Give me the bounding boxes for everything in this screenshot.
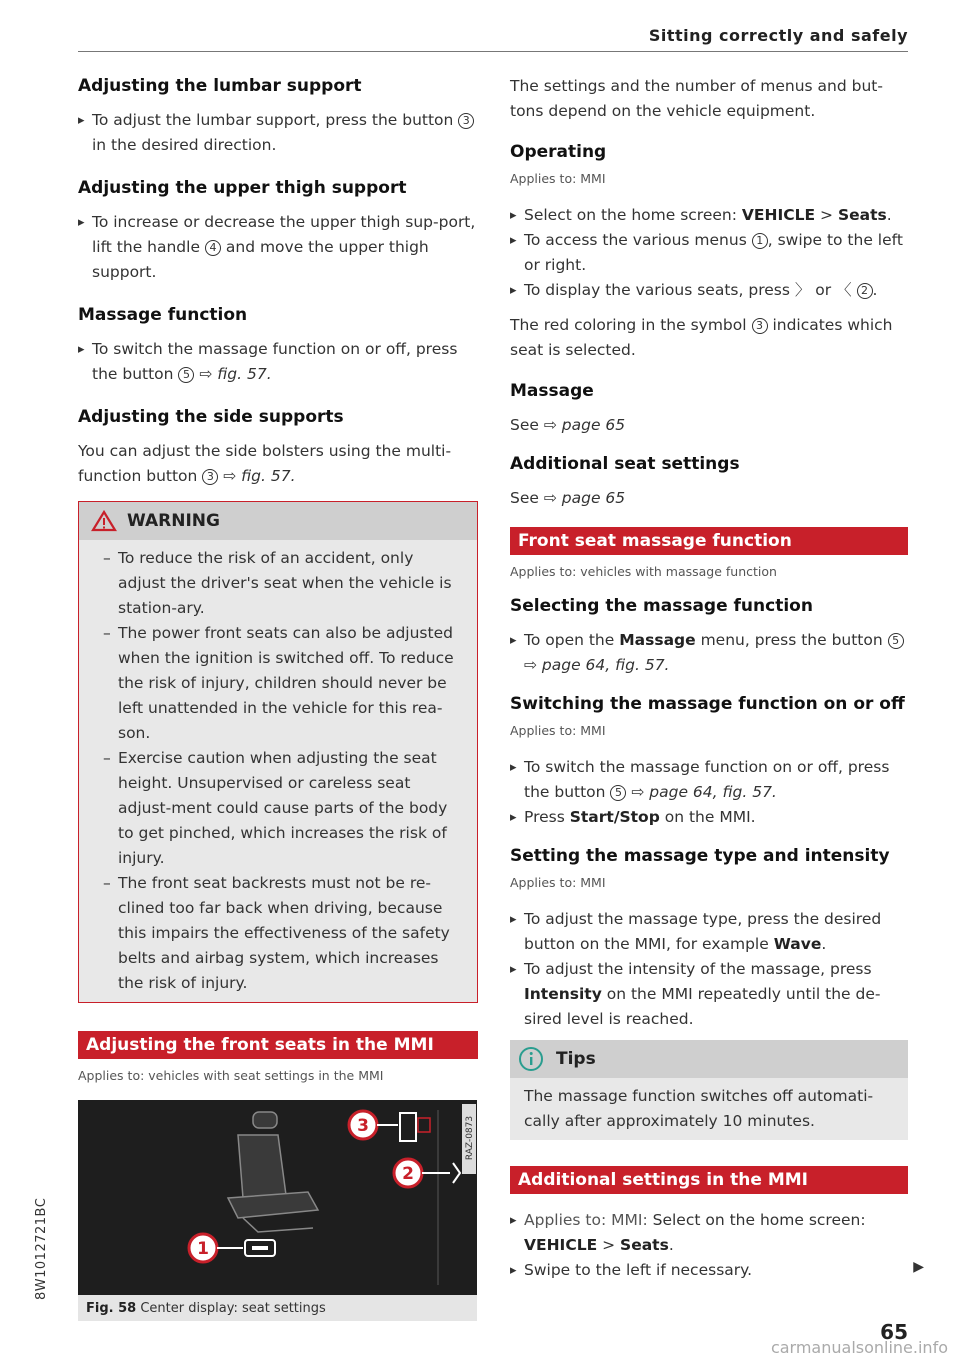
callout-number: 4 (205, 240, 221, 256)
heading-massage-type: Setting the massage type and intensity (510, 846, 890, 866)
text: on the MMI repeatedly until the de-sired level is reached. (524, 985, 881, 1028)
header-title: Sitting correctly and safely (648, 26, 908, 45)
callout-number: 3 (458, 113, 474, 129)
cross-reference[interactable]: ⇨ fig. 57. (223, 467, 296, 485)
bullet-select-massage (510, 628, 908, 678)
button-wave: Wave (773, 935, 822, 953)
figure-caption (78, 1295, 477, 1321)
text: To switch the massage function on or off, press the button (524, 758, 890, 801)
tips-label: Tips (556, 1049, 596, 1069)
cross-reference[interactable]: ⇨ fig. 57. (199, 365, 272, 383)
text: Select on the home screen: (524, 206, 737, 224)
bullet-add-mmi-1: ▸ Applies to: MMI: Select on the home screen: VEHICLE > Seats. (510, 1208, 908, 1258)
caption-text: Center display: seat settings (140, 1301, 326, 1316)
button-intensity: Intensity (524, 985, 602, 1003)
bullet-operating-3: ▸ To display the various seats, press 〉 or 〈 2 . (510, 278, 908, 303)
seat-settings-illustration (78, 1100, 477, 1295)
text: menu, press the button (700, 631, 883, 649)
button-start-stop: Start/Stop (569, 808, 660, 826)
bullet-operating-1: ▸ Select on the home screen: VEHICLE > Seats. (510, 203, 908, 228)
text: To display the various seats, press (524, 281, 790, 299)
continue-arrow-icon: ▶ (913, 1259, 924, 1275)
heading-thigh: Adjusting the upper thigh support (78, 178, 407, 198)
tips-box (510, 1040, 908, 1140)
text: You can adjust the side bolsters using the multi-function button (78, 442, 452, 485)
bullet-massage (78, 337, 478, 387)
left-column (78, 74, 478, 1321)
heading-operating: Operating (510, 142, 607, 162)
warning-label: WARNING (127, 511, 220, 531)
warning-header (79, 502, 477, 540)
warning-item: – To reduce the risk of an accident, only adjust the driver's seat when the vehicle is station-ary. (91, 546, 465, 621)
bullet-add-mmi-2: ▸ Swipe to the left if necessary. (510, 1258, 908, 1283)
bullet-lumbar (78, 108, 478, 158)
separator: > (820, 206, 834, 224)
paragraph-side (78, 439, 478, 489)
heading-side: Adjusting the side supports (78, 407, 344, 427)
callout-number: 3 (202, 469, 218, 485)
section-bar-front-massage: Front seat massage function (510, 527, 908, 555)
figure-code: RAZ-0873 (465, 1115, 475, 1161)
cross-reference[interactable]: ⇨ page 64, fig. 57. (631, 783, 777, 801)
section-side (78, 405, 478, 489)
warning-body (79, 540, 477, 1002)
page-number: 65 (880, 1320, 908, 1344)
text: To adjust the lumbar support, press the button (92, 111, 454, 129)
text: Press (524, 808, 565, 826)
see-massage (510, 413, 908, 438)
text: , swipe to the left or right. (524, 231, 903, 274)
heading-switch-massage: Switching the massage function on or off (510, 694, 905, 714)
text: Select on the home screen: (652, 1211, 866, 1229)
heading-additional: Additional seat settings (510, 454, 740, 474)
tips-header (510, 1040, 908, 1078)
cross-reference[interactable]: ⇨ page 65 (543, 489, 626, 507)
heading-massage: Massage function (78, 305, 248, 325)
cross-reference[interactable]: ⇨ page 65 (543, 416, 626, 434)
bullet-type-1 (510, 907, 908, 957)
text: indicates which seat is selected. (510, 316, 893, 359)
bullet-operating-2 (510, 228, 908, 278)
separator: > (602, 1236, 616, 1254)
bullet-switch-1 (510, 755, 908, 805)
section-bar-mmi-seats: Adjusting the front seats in the MMI (78, 1031, 478, 1059)
heading-lumbar: Adjusting the lumbar support (78, 76, 362, 96)
text: To adjust the intensity of the massage, press (524, 960, 872, 978)
applies-operating: Applies to: MMI (510, 171, 606, 186)
section-thigh (78, 176, 478, 285)
text: To increase or decrease the upper thigh sup-port, lift the handle (92, 213, 476, 256)
callout-number: 1 (752, 233, 768, 249)
text: in the desired direction. (92, 136, 277, 154)
figure-seat-settings (78, 1100, 477, 1295)
callout-number: 5 (610, 785, 626, 801)
arrow-symbols: 〉 or 〈 (794, 281, 852, 299)
callout-1-number: 1 (197, 1239, 209, 1259)
bullet-type-2 (510, 957, 908, 1032)
applies-type: Applies to: MMI (510, 875, 606, 890)
text: The red coloring in the symbol (510, 316, 747, 334)
section-lumbar (78, 74, 478, 158)
side-document-code: 8W1012721BC (34, 1197, 49, 1300)
tips-text: The massage function switches off automati-cally after approximately 10 minutes. (524, 1087, 874, 1130)
see-additional (510, 486, 908, 511)
applies-switch: Applies to: MMI (510, 723, 606, 738)
text: on the MMI. (664, 808, 756, 826)
applies-mmi-seats: Applies to: vehicles with seat settings in the MMI (78, 1068, 384, 1083)
text: See (510, 416, 539, 434)
warning-box (78, 501, 478, 1003)
callout-3-number: 3 (357, 1116, 369, 1136)
seat-icon (228, 1112, 318, 1232)
text: See (510, 489, 539, 507)
warning-triangle-icon (91, 510, 117, 532)
text: To access the various menus (524, 231, 747, 249)
menu-vehicle: VEHICLE (741, 206, 816, 224)
caption-label: Fig. 58 (86, 1301, 137, 1316)
tips-body (510, 1078, 908, 1140)
callout-2-number: 2 (402, 1164, 414, 1184)
callout-number: 5 (178, 367, 194, 383)
applies-front-massage: Applies to: vehicles with massage function (510, 564, 777, 579)
text: . (821, 935, 827, 953)
section-massage (78, 303, 478, 387)
text: To switch the massage function on or off, press the button (92, 340, 458, 383)
text: To open the (524, 631, 615, 649)
section-bar-additional-mmi: Additional settings in the MMI (510, 1166, 908, 1194)
watermark: carmanualsonline.info (770, 1338, 948, 1357)
callout-number: 5 (888, 633, 904, 649)
callout-number: 2 (857, 283, 873, 299)
bullet-switch-2 (510, 805, 908, 830)
applies-inline: Applies to: MMI: (524, 1211, 648, 1229)
page-header (78, 22, 908, 52)
menu-seats: Seats (620, 1236, 669, 1254)
warning-item: – Exercise caution when adjusting the seat height. Unsupervised or careless seat adjust-ment could cause parts of the body to get pinched, which increases the risk of injury. (91, 746, 465, 871)
text: and move the upper thigh support. (92, 238, 429, 281)
bullet-thigh (78, 210, 478, 285)
cross-reference[interactable]: ⇨ page 64, fig. 57. (524, 656, 670, 674)
text: To adjust the massage type, press the desired button on the MMI, for example (524, 910, 882, 953)
intro-paragraph: The settings and the number of menus and but-tons depend on the vehicle equipment. (510, 77, 883, 120)
warning-item: – The power front seats can also be adjusted when the ignition is switched off. To reduce the risk of injury, children should never be left unattended in the vehicle for this rea-son. (91, 621, 465, 746)
info-icon (518, 1046, 544, 1072)
paragraph-red-coloring (510, 313, 908, 363)
menu-massage: Massage (619, 631, 696, 649)
menu-vehicle: VEHICLE (524, 1236, 598, 1254)
menu-seats: Seats (837, 206, 887, 224)
heading-massage-right: Massage (510, 381, 594, 401)
right-column (510, 74, 908, 1283)
warning-item: – The front seat backrests must not be re-clined too far back when driving, because this impairs the effectiveness of the safety belts and airbag system, which increases the risk of injury. (91, 871, 465, 996)
callout-number: 3 (752, 318, 768, 334)
heading-select-massage: Selecting the massage function (510, 596, 813, 616)
